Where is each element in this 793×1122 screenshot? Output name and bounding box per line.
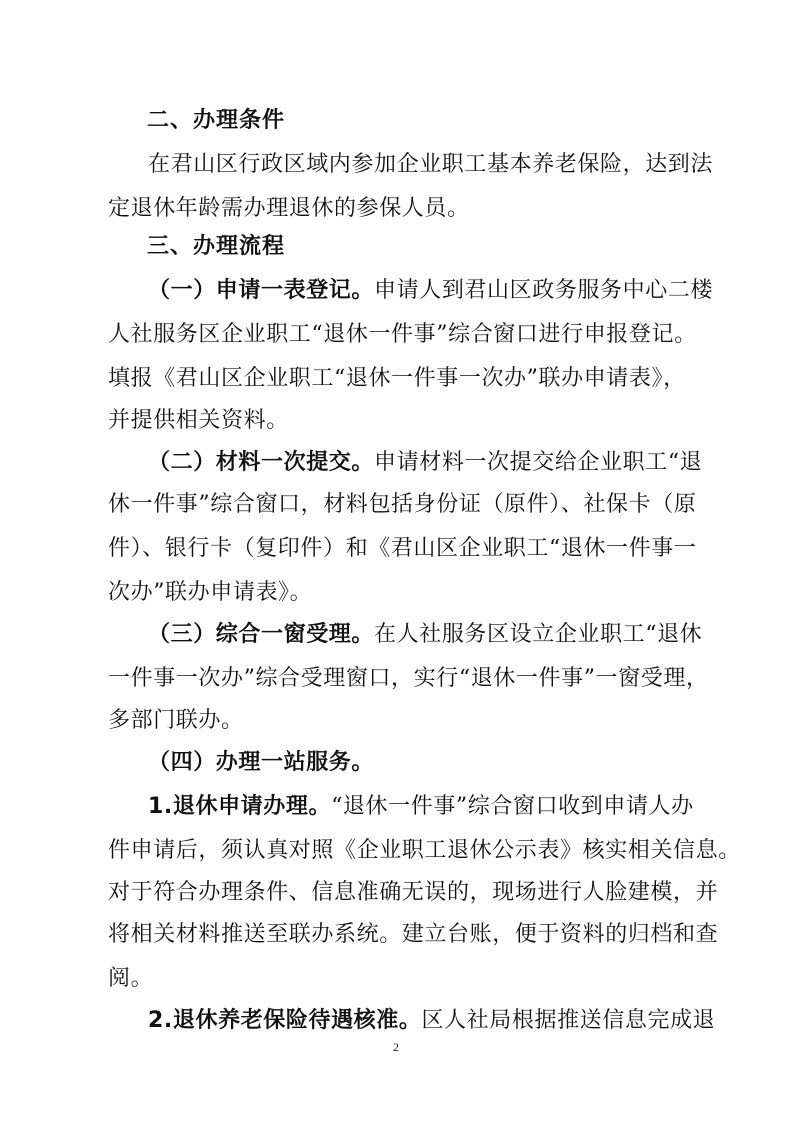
paragraph-line: 件）、银行卡（复印件）和《君山区企业职工“退休一件事一 [108,536,697,561]
page-number: 2 [393,1040,399,1054]
paragraph-line: 对于符合办理条件、信息准确无误的，现场进行人脸建模，并 [108,880,719,905]
paragraph-line: 将相关材料推送至联办系统。建立台账，便于资料的归档和查 [108,922,719,947]
step-text: 申请人到君山区政务服务中心二楼 [374,278,714,303]
paragraph-line: 定退休年龄需办理退休的参保人员。 [108,196,470,221]
paragraph-line: 人社服务区企业职工“退休一件事”综合窗口进行申报登记。 [108,322,697,347]
paragraph-line [148,748,374,778]
paragraph-line [148,1006,715,1036]
item-text: 区人社局根据推送信息完成退 [421,1008,716,1033]
paragraph-line: 件申请后，须认真对照《企业职工退休公示表》核实相关信息。 [108,838,741,863]
paragraph-line [148,276,713,306]
section-heading: 二、办理条件 [147,108,286,133]
paragraph-line: 多部门联办。 [108,708,244,733]
paragraph-line: 一件事一次办”综合受理窗口，实行“退休一件事”一窗受理， [108,666,709,691]
step-title: （二）材料一次提交。 [148,450,375,475]
step-text: 在人社服务区设立企业职工“退休 [374,622,703,647]
paragraph-line: 休一件事”综合窗口，材料包括身份证（原件）、社保卡（原 [108,492,697,517]
step-title: （一）申请一表登记。 [148,278,375,303]
paragraph-line: 在君山区行政区域内参加企业职工基本养老保险，达到法 [148,152,714,177]
paragraph-line [148,448,702,478]
item-title: 2.退休养老保险待遇核准。 [148,1008,422,1033]
step-title: （三）综合一窗受理。 [148,622,375,647]
paragraph-line: 并提供相关资料。 [108,408,289,433]
item-text: “退休一件事”综合窗口收到申请人办 [331,794,694,819]
section-heading: 三、办理流程 [147,234,286,259]
paragraph-line [148,620,702,650]
paragraph-line [148,792,694,822]
paragraph-line: 填报《君山区企业职工“退休一件事一次办”联办申请表》， [108,366,686,391]
paragraph-line: 次办”联办申请表》。 [108,580,313,605]
paragraph-line: 阅。 [108,966,154,991]
step-text: 申请材料一次提交给企业职工“退 [374,450,703,475]
item-title: 1.退休申请办理。 [148,794,332,819]
step-title: （四）办理一站服务。 [148,750,375,775]
